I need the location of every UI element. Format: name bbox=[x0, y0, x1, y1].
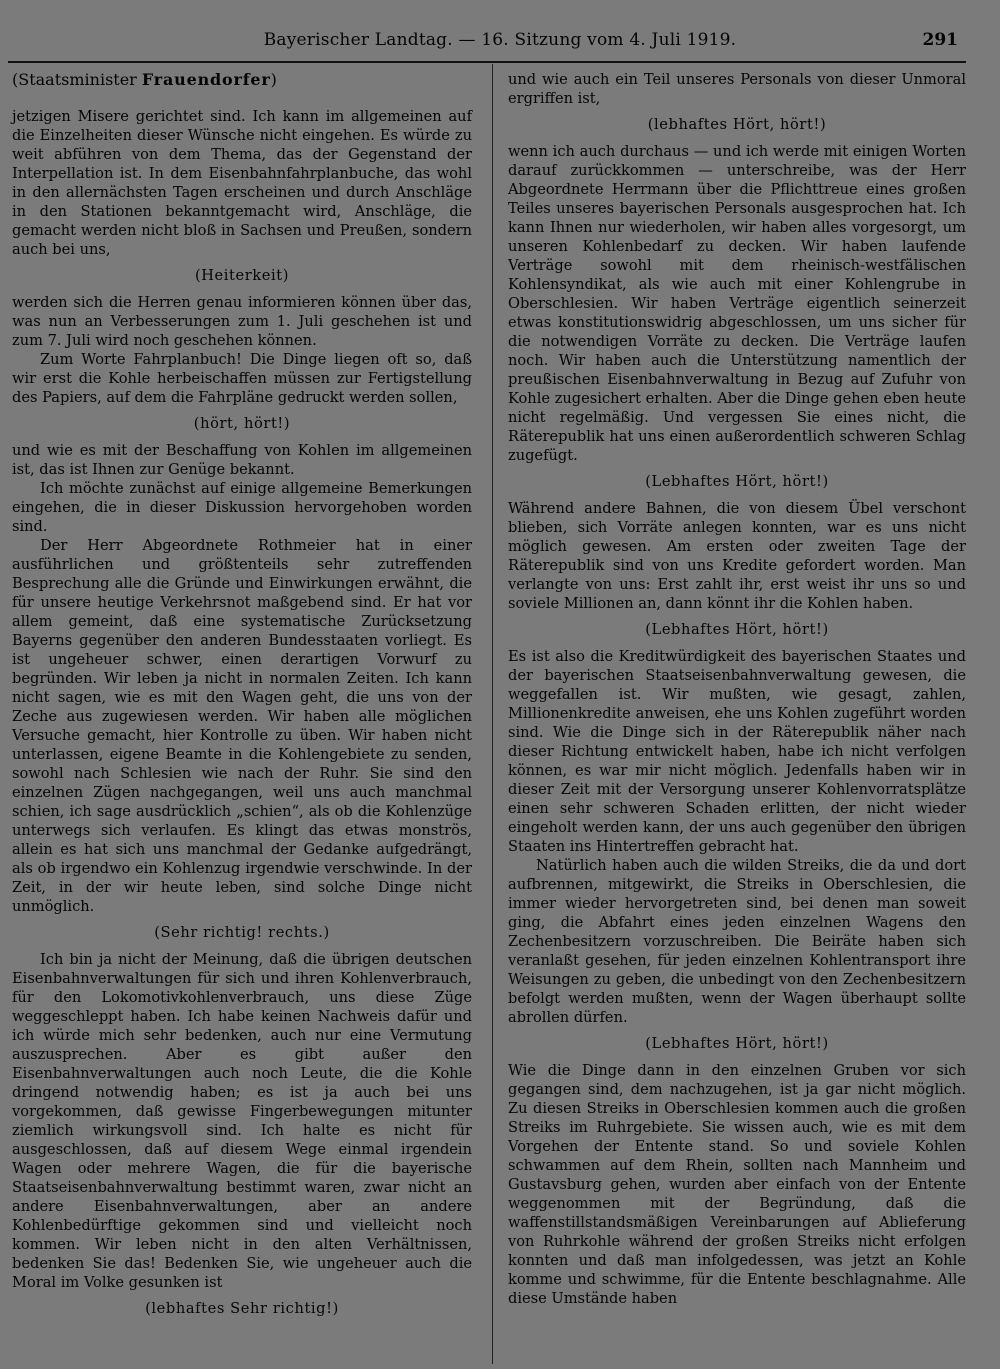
speaker-heading bbox=[12, 70, 472, 89]
paragraph: und wie auch ein Teil unseres Personals von dieser Unmoral ergriffen ist, bbox=[508, 71, 966, 107]
speaker-prefix: (Staatsminister bbox=[12, 70, 142, 89]
speaker-suffix: ) bbox=[270, 70, 277, 89]
speaker-name: Frauendorfer bbox=[141, 70, 271, 89]
page-number: 291 bbox=[922, 30, 958, 50]
right-column bbox=[508, 70, 966, 1308]
header-rule bbox=[8, 61, 966, 63]
paragraph: Während andere Bahnen, die von diesem Übel verschont blieben, sich Vorräte anlegen konnten, war es uns nicht möglich gewesen. Am ersten oder zweiten Tage der Räterepublik sind von uns Kredite gefordert worden. Man verlangte von uns: Erst zahlt ihr, erst weist ihr uns so und soviele Millionen an, dann könnt ihr die Kohlen haben. bbox=[508, 500, 966, 612]
paragraph: Zum Worte Fahrplanbuch! Die Dinge liegen oft so, daß wir erst die Kohle herbeischaffen müssen zur Fertigstellung des Papiers, auf dem die Fahrpläne gedruckt werden sollen, bbox=[12, 351, 472, 406]
interjection: (Lebhaftes Hört, hört!) bbox=[645, 621, 829, 638]
column-divider bbox=[492, 64, 493, 1364]
interjection: (hört, hört!) bbox=[193, 415, 291, 432]
paragraph: jetzigen Misere gerichtet sind. Ich kann im allgemeinen auf die Einzelheiten dieser Wünsche nicht eingehen. Es würde zu weit abführen von dem Thema, das der Gegenstand der Interpellation ist. In dem Eisenbahnfahrplanbuche, das wohl in den allernächsten Tagen erscheinen und durch Anschläge in den Stationen bekanntgemacht wird, Anschläge, die gemacht werden nicht bloß in Sachsen und Preußen, sondern auch bei uns, bbox=[12, 108, 472, 258]
paragraph: Wie die Dinge dann in den einzelnen Gruben vor sich gegangen sind, dem nachzugehen, ist ja gar nicht möglich. Zu diesen Streiks in Oberschlesien kommen auch die großen Streiks im Ruhrgebiete. Sie wissen auch, wie es mit dem Vorgehen der Entente stand. So und soviele Kohlen schwammen auf dem Rhein, sollten nach Mannheim und Gustavsburg gehen, wurden aber einfach von der Entente weggenommen mit der Begründung, daß die waffenstillstandsmäßigen Vereinbarungen auf Ablieferung von Ruhrkohle während der großen Streiks nicht erfolgen konnten und daß man infolgedessen, was jetzt an Kohle komme und schwimme, für die Entente beschlagnahme. Alle diese Umstände haben bbox=[508, 1062, 966, 1307]
paragraph: Ich bin ja nicht der Meinung, daß die übrigen deutschen Eisenbahnverwaltungen für sich und ihren Kohlenverbrauch, für den Lokomotivkohlenverbrauch, uns diese Züge weggeschleppt haben. Ich habe keinen Nachweis dafür und ich würde mich sehr bedenken, auch nur eine Vermutung auszusprechen. Aber es gibt außer den Eisenbahnverwaltungen auch noch Leute, die die Kohle dringend notwendig haben; es ist ja auch bei uns vorgekommen, daß gewisse Fingerbewegungen mitunter ziemlich wirkungsvoll sind. Ich halte es nicht für ausgeschlossen, daß auf diesem Wege einmal irgendein Wagen oder mehrere Wagen, die für die bayerische Staatseisenbahnverwaltung bestimmt waren, zwar nicht an andere Eisenbahnverwaltungen, aber an andere Kohlenbedürftige gekommen sind und vielleicht noch kommen. Wir leben nicht in den alten Verhältnissen, bedenken Sie das! Bedenken Sie, wie ungeheuer auch die Moral im Volke gesunken ist bbox=[12, 951, 472, 1291]
page-header bbox=[0, 30, 1000, 60]
interjection: (lebhaftes Hört, hört!) bbox=[647, 116, 827, 133]
interjection: (lebhaftes Sehr richtig!) bbox=[145, 1300, 339, 1317]
paragraph: Es ist also die Kreditwürdigkeit des bayerischen Staates und der bayerischen Staatseisenbahnverwaltung gewesen, die weggefallen ist. Wir mußten, wie gesagt, zahlen, Millionenkredite anweisen, ehe uns Kohlen zugeführt worden sind. Wie die Dinge sich in der Räterepublik näher nach dieser Richtung entwickelt haben, habe ich nicht verfolgen können, es war mir nicht möglich. Jedenfalls haben wir in dieser Zeit mit der Versorgung unserer Kohlenvorratsplätze einen sehr schweren Schaden erlitten, der nicht wieder eingeholt werden kann, der uns auch gegenüber den übrigen Staaten ins Hintertreffen gebracht hat. bbox=[508, 648, 966, 855]
left-column bbox=[12, 70, 472, 1326]
paragraph: Natürlich haben auch die wilden Streiks, die da und dort aufbrennen, mitgewirkt, die Streiks in Oberschlesien, die immer wieder hervorgetreten sind, bei denen man soweit ging, die Abfahrt eines jeden einzelnen Wagens den Zechenbesitzern vorzuschreiben. Die Beiräte haben sich veranlaßt gesehen, für jeden einzelnen Kohlentransport ihre Weisungen zu geben, die unbedingt von den Zechenbesitzern befolgt werden mußten, wenn der Wagen überhaupt sollte abrollen dürfen. bbox=[508, 857, 966, 1026]
paragraph: Der Herr Abgeordnete Rothmeier hat in einer ausführlichen und größtenteils sehr zutreffenden Besprechung alle die Gründe und Einwirkungen erwähnt, die für unsere heutige Verkehrsnot maßgebend sind. Er hat vor allem gemeint, daß eine systematische Zurücksetzung Bayerns gegenüber den anderen Bundesstaaten vorliegt. Es ist ungeheuer schwer, einen derartigen Vorwurf zu begründen. Wir leben ja nicht in normalen Zeiten. Ich kann nicht sagen, wie es mit den Wagen geht, die uns von der Zeche aus zugewiesen werden. Wir haben alle möglichen Versuche gemacht, hier Kontrolle zu üben. Wir haben nicht unterlassen, eigene Beamte in die Kohlengebiete zu senden, sowohl nach Schlesien wie nach der Ruhr. Sie sind den einzelnen Zügen nachgegangen, weil uns auch manchmal schien, ich sage ausdrücklich „schien“, als ob die Kohlenzüge unterwegs sich verlaufen. Es klingt das etwas monströs, allein es hat sich uns manchmal der Gedanke aufgedrängt, als ob irgendwo ein Kohlenzug irgendwie verschwinde. In der Zeit, in der wir heute leben, sind solche Dinge nicht unmöglich. bbox=[12, 537, 472, 915]
interjection: (Sehr richtig! rechts.) bbox=[154, 924, 330, 941]
interjection: (Lebhaftes Hört, hört!) bbox=[645, 1035, 829, 1052]
interjection: (Lebhaftes Hört, hört!) bbox=[645, 473, 829, 490]
paragraph: wenn ich auch durchaus — und ich werde mit einigen Worten darauf zurückkommen — unterschreibe, was der Herr Abgeordnete Herrmann über die Pflichttreue eines großen Teiles unseres bayerischen Personals ausgesprochen hat. Ich kann Ihnen nur wiederholen, wir haben alles vorgesorgt, um unseren Kohlenbedarf zu decken. Wir haben laufende Verträge sowohl mit dem rheinisch-westfälischen Kohlensyndikat, als wie auch mit einer Kohlengrube in Oberschlesien. Wir haben Verträge eigentlich seinerzeit etwas konstitutionswidrig abgeschlossen, um uns sicher für die notwendigen Vorräte zu decken. Die Verträge laufen noch. Wir haben auch die Unterstützung namentlich der preußischen Eisenbahnverwaltung in Bezug auf Zufuhr von Kohle zugesichert erhalten. Aber die Dinge gehen eben heute nicht regelmäßig. Und vergessen Sie eines nicht, die Räterepublik hat uns einen außerordentlich schweren Schlag zugefügt. bbox=[508, 143, 966, 464]
running-title: Bayerischer Landtag. — 16. Sitzung vom 4. Juli 1919. bbox=[263, 30, 737, 50]
interjection: (Heiterkeit) bbox=[194, 267, 290, 284]
paragraph: werden sich die Herren genau informieren können über das, was nun an Verbesserungen zum 1. Juli geschehen ist und zum 7. Juli wird noch geschehen können. bbox=[12, 294, 472, 349]
paragraph: Ich möchte zunächst auf einige allgemeine Bemerkungen eingehen, die in dieser Diskussion hervorgehoben worden sind. bbox=[12, 480, 472, 535]
paragraph: und wie es mit der Beschaffung von Kohlen im allgemeinen ist, das ist Ihnen zur Genüge bekannt. bbox=[12, 442, 472, 478]
